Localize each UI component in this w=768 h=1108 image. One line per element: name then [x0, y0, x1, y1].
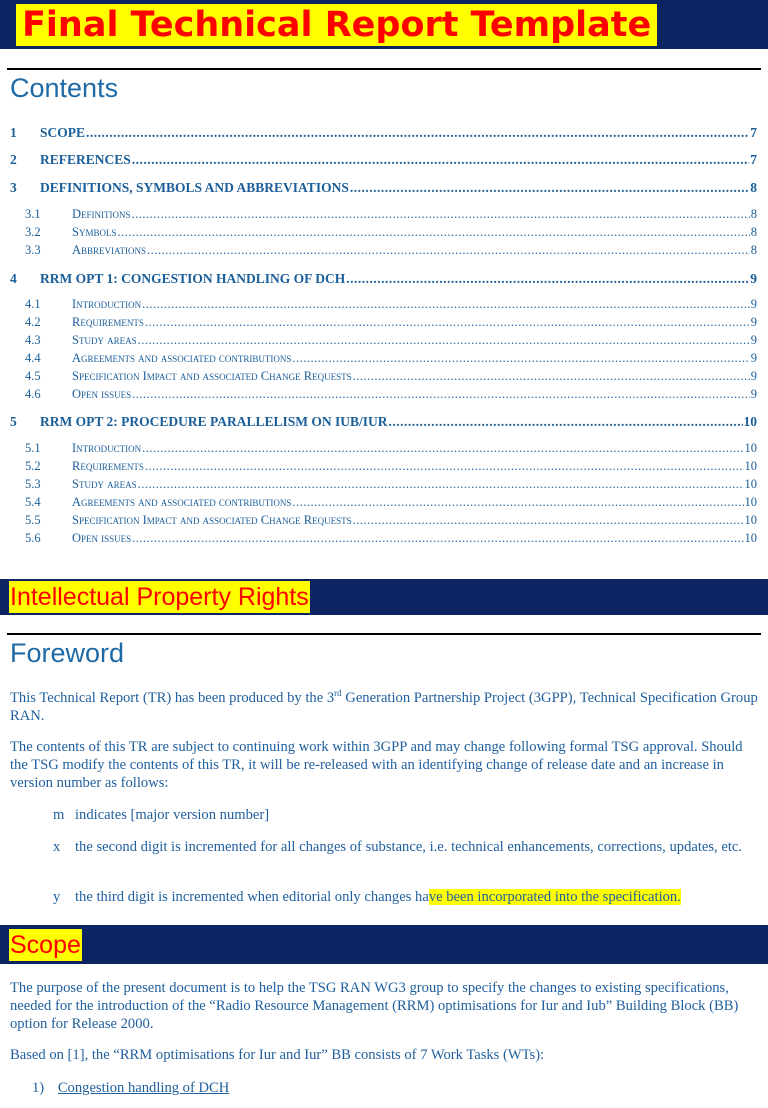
toc-entry[interactable] [10, 271, 757, 287]
divider [7, 633, 761, 635]
toc-entry-page: 9 [750, 271, 757, 286]
list-item-text: the third digit is incremented when editorial only changes have been incorporated into the specification. [75, 889, 681, 905]
toc-entry-label: Open issues [72, 531, 132, 545]
toc-entry-label: Agreements and associated contributions [72, 351, 292, 365]
toc-dot-leader [142, 441, 743, 456]
toc-entry-number: 4.6 [25, 387, 41, 401]
toc-entry[interactable] [10, 387, 757, 402]
toc-dot-leader [132, 531, 743, 546]
toc-entry[interactable] [10, 441, 757, 456]
toc-entry[interactable] [10, 513, 757, 528]
toc-entry[interactable] [10, 333, 757, 348]
toc-entry-page: 10 [744, 531, 757, 545]
list-marker: y [53, 889, 61, 905]
toc-entry-label: Requirements [72, 315, 144, 329]
toc-dot-leader [353, 369, 750, 384]
toc-entry-label: Abbreviations [72, 243, 147, 257]
toc-entry-number: 5.3 [25, 477, 41, 491]
toc-entry-label: Open issues [72, 387, 132, 401]
toc-entry-label: Introduction [72, 297, 142, 311]
toc-entry-page: 8 [750, 243, 757, 257]
toc-entry-label: Study areas [72, 477, 137, 491]
list-item [53, 888, 743, 906]
toc-entry[interactable] [10, 477, 757, 492]
toc-entry-label: Introduction [72, 441, 142, 455]
toc-dot-leader [132, 207, 750, 222]
toc-entry-page: 9 [750, 351, 757, 365]
toc-entry-number: 3 [10, 180, 17, 195]
toc-entry-page: 9 [750, 387, 757, 401]
toc-entry-page: 10 [744, 477, 757, 491]
toc-dot-leader [147, 243, 750, 258]
toc-dot-leader [142, 297, 750, 312]
scope-paragraph-1: The purpose of the present document is to help the TSG RAN WG3 group to specify the changes to existing specifications, needed for the introduction of the “Radio Resource Management (RRM) optimisations for Iur and Iub” Building Block (BB) option for Release 2000. [10, 980, 739, 1032]
list-marker: m [53, 807, 65, 823]
toc-dot-leader [138, 477, 744, 492]
toc-entry-label: Specification Impact and associated Change Requests [72, 369, 352, 383]
toc-dot-leader [292, 351, 749, 366]
toc-entry-page: 9 [750, 315, 757, 329]
toc-entry[interactable] [10, 297, 757, 312]
toc-entry-number: 4.4 [25, 351, 41, 365]
ipr-heading: Intellectual Property Rights [10, 583, 309, 611]
toc-entry-label: Agreements and associated contributions [72, 495, 292, 509]
toc-entry-number: 5.2 [25, 459, 41, 473]
toc-entry-label: RRM OPT 2: PROCEDURE PARALLELISM ON IUB/IUR [40, 414, 388, 429]
toc-entry-label: Specification Impact and associated Change Requests [72, 513, 352, 527]
toc-entry-number: 5.6 [25, 531, 41, 545]
toc-dot-leader [132, 387, 750, 402]
congestion-handling-link[interactable]: Congestion handling of DCH [57, 1080, 230, 1096]
toc-entry-number: 4.3 [25, 333, 41, 347]
toc-dot-leader [145, 459, 744, 474]
toc-entry[interactable] [10, 369, 757, 384]
toc-entry-page: 9 [750, 333, 757, 347]
foreword-heading: Foreword [10, 638, 125, 668]
toc-dot-leader [353, 513, 744, 528]
divider [7, 68, 761, 70]
toc-entry-page: 8 [750, 180, 757, 195]
toc-entry-page: 8 [750, 207, 757, 221]
ipr-banner [0, 579, 768, 615]
toc-entry[interactable] [10, 225, 757, 240]
toc-entry[interactable] [10, 459, 757, 474]
toc-entry-number: 1 [10, 125, 17, 140]
toc-entry-page: 10 [744, 459, 757, 473]
toc-entry-label: Symbols [72, 225, 117, 239]
toc-entry-label: Requirements [72, 459, 144, 473]
toc-entry-number: 5.5 [25, 513, 41, 527]
toc-entry-number: 3.3 [25, 243, 41, 257]
toc-entry[interactable] [10, 152, 757, 168]
toc-entry-page: 9 [750, 297, 757, 311]
toc-entry[interactable] [10, 243, 757, 258]
toc-entry-number: 4.1 [25, 297, 41, 311]
list-item-text: indicates [major version number] [75, 807, 270, 823]
toc-dot-leader [292, 495, 743, 510]
scope-banner [0, 925, 768, 964]
toc-dot-leader [350, 180, 749, 196]
toc-dot-leader [86, 125, 749, 141]
toc-entry-number: 4.5 [25, 369, 41, 383]
toc-entry-label: SCOPE [40, 125, 86, 140]
scope-paragraph-2: Based on [1], the “RRM optimisations for Iur and Iur” BB consists of 7 Work Tasks (WTs): [10, 1047, 545, 1063]
highlighted-text: ve been incorporated into the specification. [428, 889, 681, 905]
toc-entry-number: 3.1 [25, 207, 41, 221]
toc-entry-label: Study areas [72, 333, 137, 347]
toc-entry-number: 5.1 [25, 441, 41, 455]
toc-entry[interactable] [10, 531, 757, 546]
toc-entry[interactable] [10, 315, 757, 330]
toc-entry-label: REFERENCES [40, 152, 131, 167]
list-item [53, 806, 743, 824]
toc-entry[interactable] [10, 180, 757, 196]
document-title: Final Technical Report Template [16, 4, 657, 46]
toc-entry[interactable] [10, 414, 757, 430]
list-number: 1) [32, 1080, 45, 1096]
toc-entry-number: 4.2 [25, 315, 41, 329]
list-item-text: the second digit is incremented for all changes of substance, i.e. technical enhancements, corrections, updates, etc. [75, 839, 743, 855]
toc-entry-page: 10 [744, 441, 757, 455]
toc-entry-number: 4 [10, 271, 17, 286]
toc-entry-page: 7 [750, 152, 757, 167]
scope-list-item [32, 1079, 732, 1097]
toc-dot-leader [389, 414, 743, 430]
toc-entry[interactable] [10, 207, 757, 222]
toc-dot-leader [138, 333, 750, 348]
toc-entry-page: 7 [750, 125, 757, 140]
toc-entry-page: 10 [744, 513, 757, 527]
foreword-paragraph-1: This Technical Report (TR) has been produced by the 3rd Generation Partnership Project (3GPP), Technical Specification Group RAN. [10, 688, 758, 724]
toc-entry-label: DEFINITIONS, SYMBOLS AND ABBREVIATIONS [40, 180, 349, 195]
toc-entry-label: RRM OPT 1: CONGESTION HANDLING OF DCH [40, 271, 346, 286]
toc-entry-number: 5 [10, 414, 17, 429]
toc-entry-page: 10 [744, 495, 757, 509]
toc-entry-page: 9 [750, 369, 757, 383]
toc-entry-number: 3.2 [25, 225, 41, 239]
contents-heading: Contents [10, 73, 119, 103]
toc-entry-label: Definitions [72, 207, 131, 221]
toc-entry-page: 10 [743, 414, 757, 429]
foreword-paragraph-2: The contents of this TR are subject to continuing work within 3GPP and may change following formal TSG approval. Should the TSG modify the contents of this TR, it will be re-released with an identifying change of release date and an increase in version number as follows: [10, 739, 743, 791]
toc-entry[interactable] [10, 125, 757, 141]
toc-dot-leader [117, 225, 749, 240]
toc-dot-leader [145, 315, 750, 330]
title-banner [0, 0, 768, 49]
toc-entry-page: 8 [750, 225, 757, 239]
toc-entry-number: 5.4 [25, 495, 41, 509]
scope-heading: Scope [10, 931, 81, 959]
toc-dot-leader [346, 271, 749, 287]
toc-entry-number: 2 [10, 152, 17, 167]
list-item [53, 838, 743, 856]
toc-entry[interactable] [10, 351, 757, 366]
toc-dot-leader [132, 152, 749, 168]
list-marker: x [53, 839, 61, 855]
toc-entry[interactable] [10, 495, 757, 510]
